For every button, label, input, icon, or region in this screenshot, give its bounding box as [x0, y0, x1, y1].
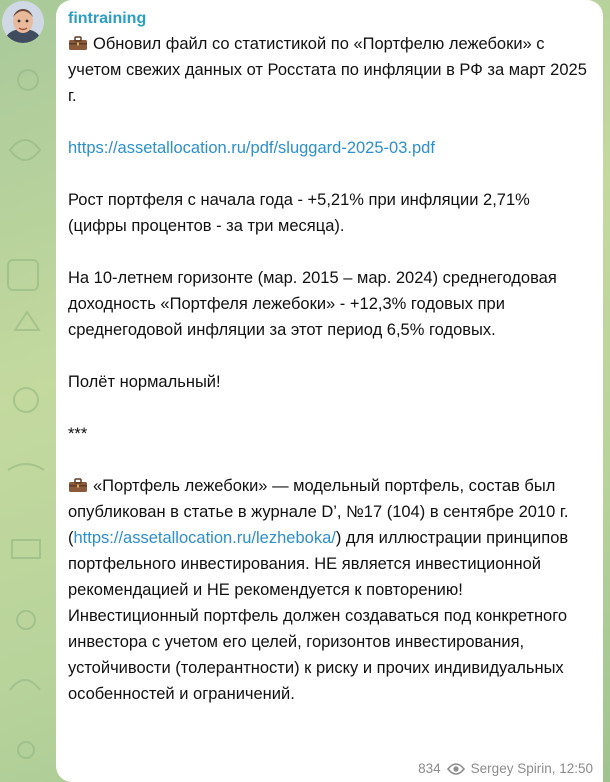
message-text — [68, 31, 591, 707]
eye-icon — [447, 763, 465, 775]
briefcase-icon — [68, 478, 88, 493]
paragraph-6 — [68, 473, 591, 707]
paragraph-2: Рост портфеля с начала года - +5,21% при инфляции 2,71% (цифры процентов - за три месяца). — [68, 191, 530, 235]
paragraph-1 — [68, 31, 591, 109]
briefcase-icon — [68, 36, 88, 51]
message-footer — [418, 761, 593, 776]
link-lezheboka[interactable]: https://assetallocation.ru/lezheboka/ — [73, 529, 336, 547]
paragraph-6-text-before: «Портфель лежебоки» — модельный портфель, состав был опубликован в статье в журнале D’, №17 (104) в сентябре 2010 г. ( — [68, 477, 569, 547]
paragraph-4: Полёт нормальный! — [68, 373, 221, 391]
channel-avatar[interactable] — [2, 1, 44, 43]
paragraph-1-text: Обновил файл со статистикой по «Портфелю лежебоки» с учетом свежих данных от Росстата по инфляции в РФ за март 2025 г. — [68, 35, 587, 105]
channel-name[interactable]: fintraining — [68, 10, 147, 27]
view-count: 834 — [418, 761, 441, 776]
message-bubble — [56, 0, 603, 782]
separator: *** — [68, 425, 88, 443]
author-and-time: Sergey Spirin, 12:50 — [470, 761, 593, 776]
link-sluggard-pdf[interactable]: https://assetallocation.ru/pdf/sluggard-2025-03.pdf — [68, 139, 435, 157]
paragraph-6-text-after: ) для иллюстрации принципов портфельного инвестирования. НЕ является инвестиционной рекомендацией и НЕ рекомендуется к повторению! Инвестиционный портфель должен создаваться под конкретного инвестора с учетом его целей, горизонтов инвестирования, устойчивости (толерантности) к риску и прочих индивидуальных особенностей и ограничений. — [68, 529, 569, 703]
paragraph-3: На 10-летнем горизонте (мар. 2015 – мар. 2024) среднегодовая доходность «Портфеля лежебоки» - +12,3% годовых при среднегодовой инфляции за этот период 6,5% годовых. — [68, 269, 557, 339]
